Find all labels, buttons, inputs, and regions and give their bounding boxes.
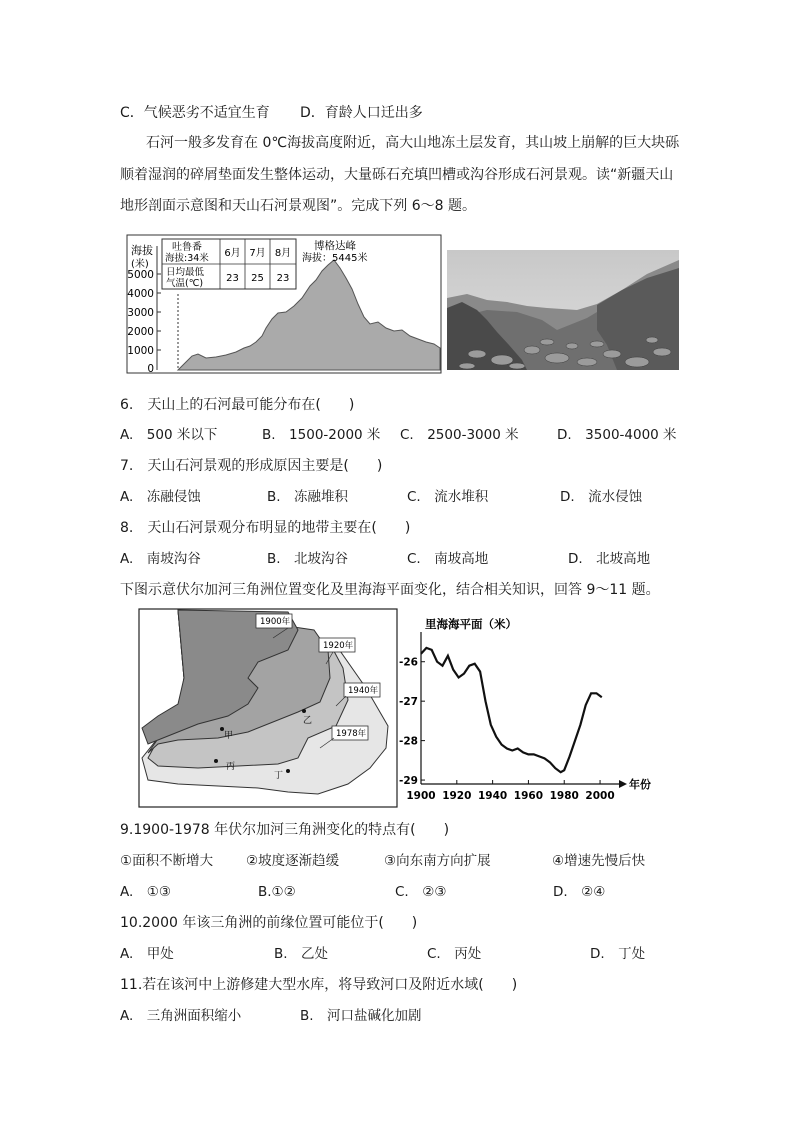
q7-option-a[interactable]: A. 冻融侵蚀 [120,489,201,505]
q9-option-d[interactable]: D. ②④ [553,884,606,900]
q10-option-d[interactable]: D. 丁处 [590,946,646,962]
point-ding: 丁 [274,771,284,781]
passage1-line3: 地形剖面示意图和天山石河景观图”。完成下列 6～8 题。 [120,198,476,214]
profile-ylabel-1: 海拔 [131,244,153,257]
q6-option-b[interactable]: B. 1500-2000 米 [262,427,381,443]
q10-option-a[interactable]: A. 甲处 [120,946,174,962]
passage1-line1: 石河一般多发育在 0℃海拔高度附近，高大山地冻土层发育，其山坡上崩解的巨大块砾 [146,135,680,151]
chart-ylabel: 里海海平面（米） [425,617,517,631]
q7-option-c[interactable]: C. 流水堆积 [407,489,489,505]
passage1-line2: 顺着湿润的碎屑垫面发生整体运动，大量砾石充填凹槽或沟谷形成石河景观。读“新疆天山 [120,167,674,183]
q8-stem: 8. 天山石河景观分布明显的地带主要在( ) [120,520,411,536]
box-place-2: 海拔:34米 [165,253,209,264]
q10-option-c[interactable]: C. 丙处 [427,946,482,962]
volga-delta-map [138,608,398,808]
q9-option-b[interactable]: B.①② [258,884,296,900]
q8-option-c[interactable]: C. 南坡高地 [407,551,489,567]
y-tick-label: -28 [399,735,418,748]
point-bing: 丙 [226,762,236,772]
box-place-1: 吐鲁番 [172,242,202,253]
box-temp-2: 气温(℃) [166,278,204,289]
map-label-1900: 1900年 [260,617,291,627]
profile-ylabel-2: (米) [131,259,149,270]
passage2: 下图示意伏尔加河三角洲位置变化及里海海平面变化，结合相关知识，回答 9～11 题。 [120,582,660,598]
q9-option-c[interactable]: C. ②③ [395,884,447,900]
q6-option-a[interactable]: A. 500 米以下 [120,427,218,443]
stone-river-photo [447,250,679,370]
y-tick-label: -29 [399,775,418,788]
q9-stem: 9.1900-1978 年伏尔加河三角洲变化的特点有( ) [120,822,450,838]
box-month: 6月 [224,248,241,259]
map-label-1940: 1940年 [348,686,379,696]
x-tick-label: 2000 [585,790,615,802]
q7-stem: 7. 天山石河景观的形成原因主要是( ) [120,458,383,474]
option-d-prev: D．育龄人口迁出多 [300,105,423,121]
q9-statement-2: ②坡度逐渐趋缓 [246,853,340,869]
box-month: 7月 [249,248,266,259]
q11-stem: 11.若在该河中上游修建大型水库，将导致河口及附近水域( ) [120,977,518,993]
box-temp: 23 [226,273,239,284]
x-tick-label: 1940 [478,790,508,802]
box-temp: 25 [251,273,264,284]
profile-ytick: 2000 [127,326,154,338]
q7-option-d[interactable]: D. 流水侵蚀 [560,489,643,505]
box-temp: 23 [276,273,290,284]
option-c-prev: C．气候恶劣不适宜生育 [120,105,270,121]
map-label-1920: 1920年 [323,641,354,651]
box-month: 8月 [274,248,292,259]
q9-statement-1: ①面积不断增大 [120,853,214,869]
profile-ytick: 0 [147,363,154,375]
profile-ytick: 5000 [127,269,154,281]
q8-option-d[interactable]: D. 北坡高地 [568,551,651,567]
x-axis-arrow [619,780,627,788]
profile-ytick: 3000 [127,307,154,319]
box-temp-1: 日均最低 [166,267,205,278]
x-tick-label: 1960 [513,790,544,802]
y-tick-label: -26 [399,656,418,669]
q11-option-b[interactable]: B. 河口盐碱化加剧 [300,1008,422,1024]
x-tick-label: 1900 [406,790,436,802]
q10-stem: 10.2000 年该三角洲的前缘位置可能位于( ) [120,915,418,931]
peak-label-1: 博格达峰 [314,240,356,252]
sea-level-line [421,648,602,772]
chart-xlabel: 年份 [629,778,651,791]
q9-statement-3: ③向东南方向扩展 [384,853,491,869]
q6-stem: 6. 天山上的石河最可能分布在( ) [120,397,355,413]
q9-option-a[interactable]: A. ①③ [120,884,171,900]
q8-option-b[interactable]: B. 北坡沟谷 [267,551,349,567]
peak-label-2: 海拔：5445米 [302,253,368,264]
q10-option-b[interactable]: B. 乙处 [274,946,329,962]
q7-option-b[interactable]: B. 冻融堆积 [267,489,349,505]
q8-option-a[interactable]: A. 南坡沟谷 [120,551,201,567]
map-label-1978: 1978年 [336,729,367,739]
x-tick-label: 1980 [549,790,579,802]
q6-option-d[interactable]: D. 3500-4000 米 [557,427,677,443]
q6-option-c[interactable]: C. 2500-3000 米 [400,427,519,443]
profile-ytick: 4000 [127,288,154,300]
caspian-sea-level-chart [399,612,663,812]
q9-statement-4: ④增速先慢后快 [552,853,646,869]
point-yi: 乙 [303,716,313,726]
point-jia: 甲 [224,731,234,741]
x-tick-label: 1920 [442,790,472,802]
profile-ytick: 1000 [127,345,154,357]
tianshan-profile-figure [126,234,442,374]
q11-option-a[interactable]: A. 三角洲面积缩小 [120,1008,242,1024]
y-tick-label: -27 [399,696,418,709]
